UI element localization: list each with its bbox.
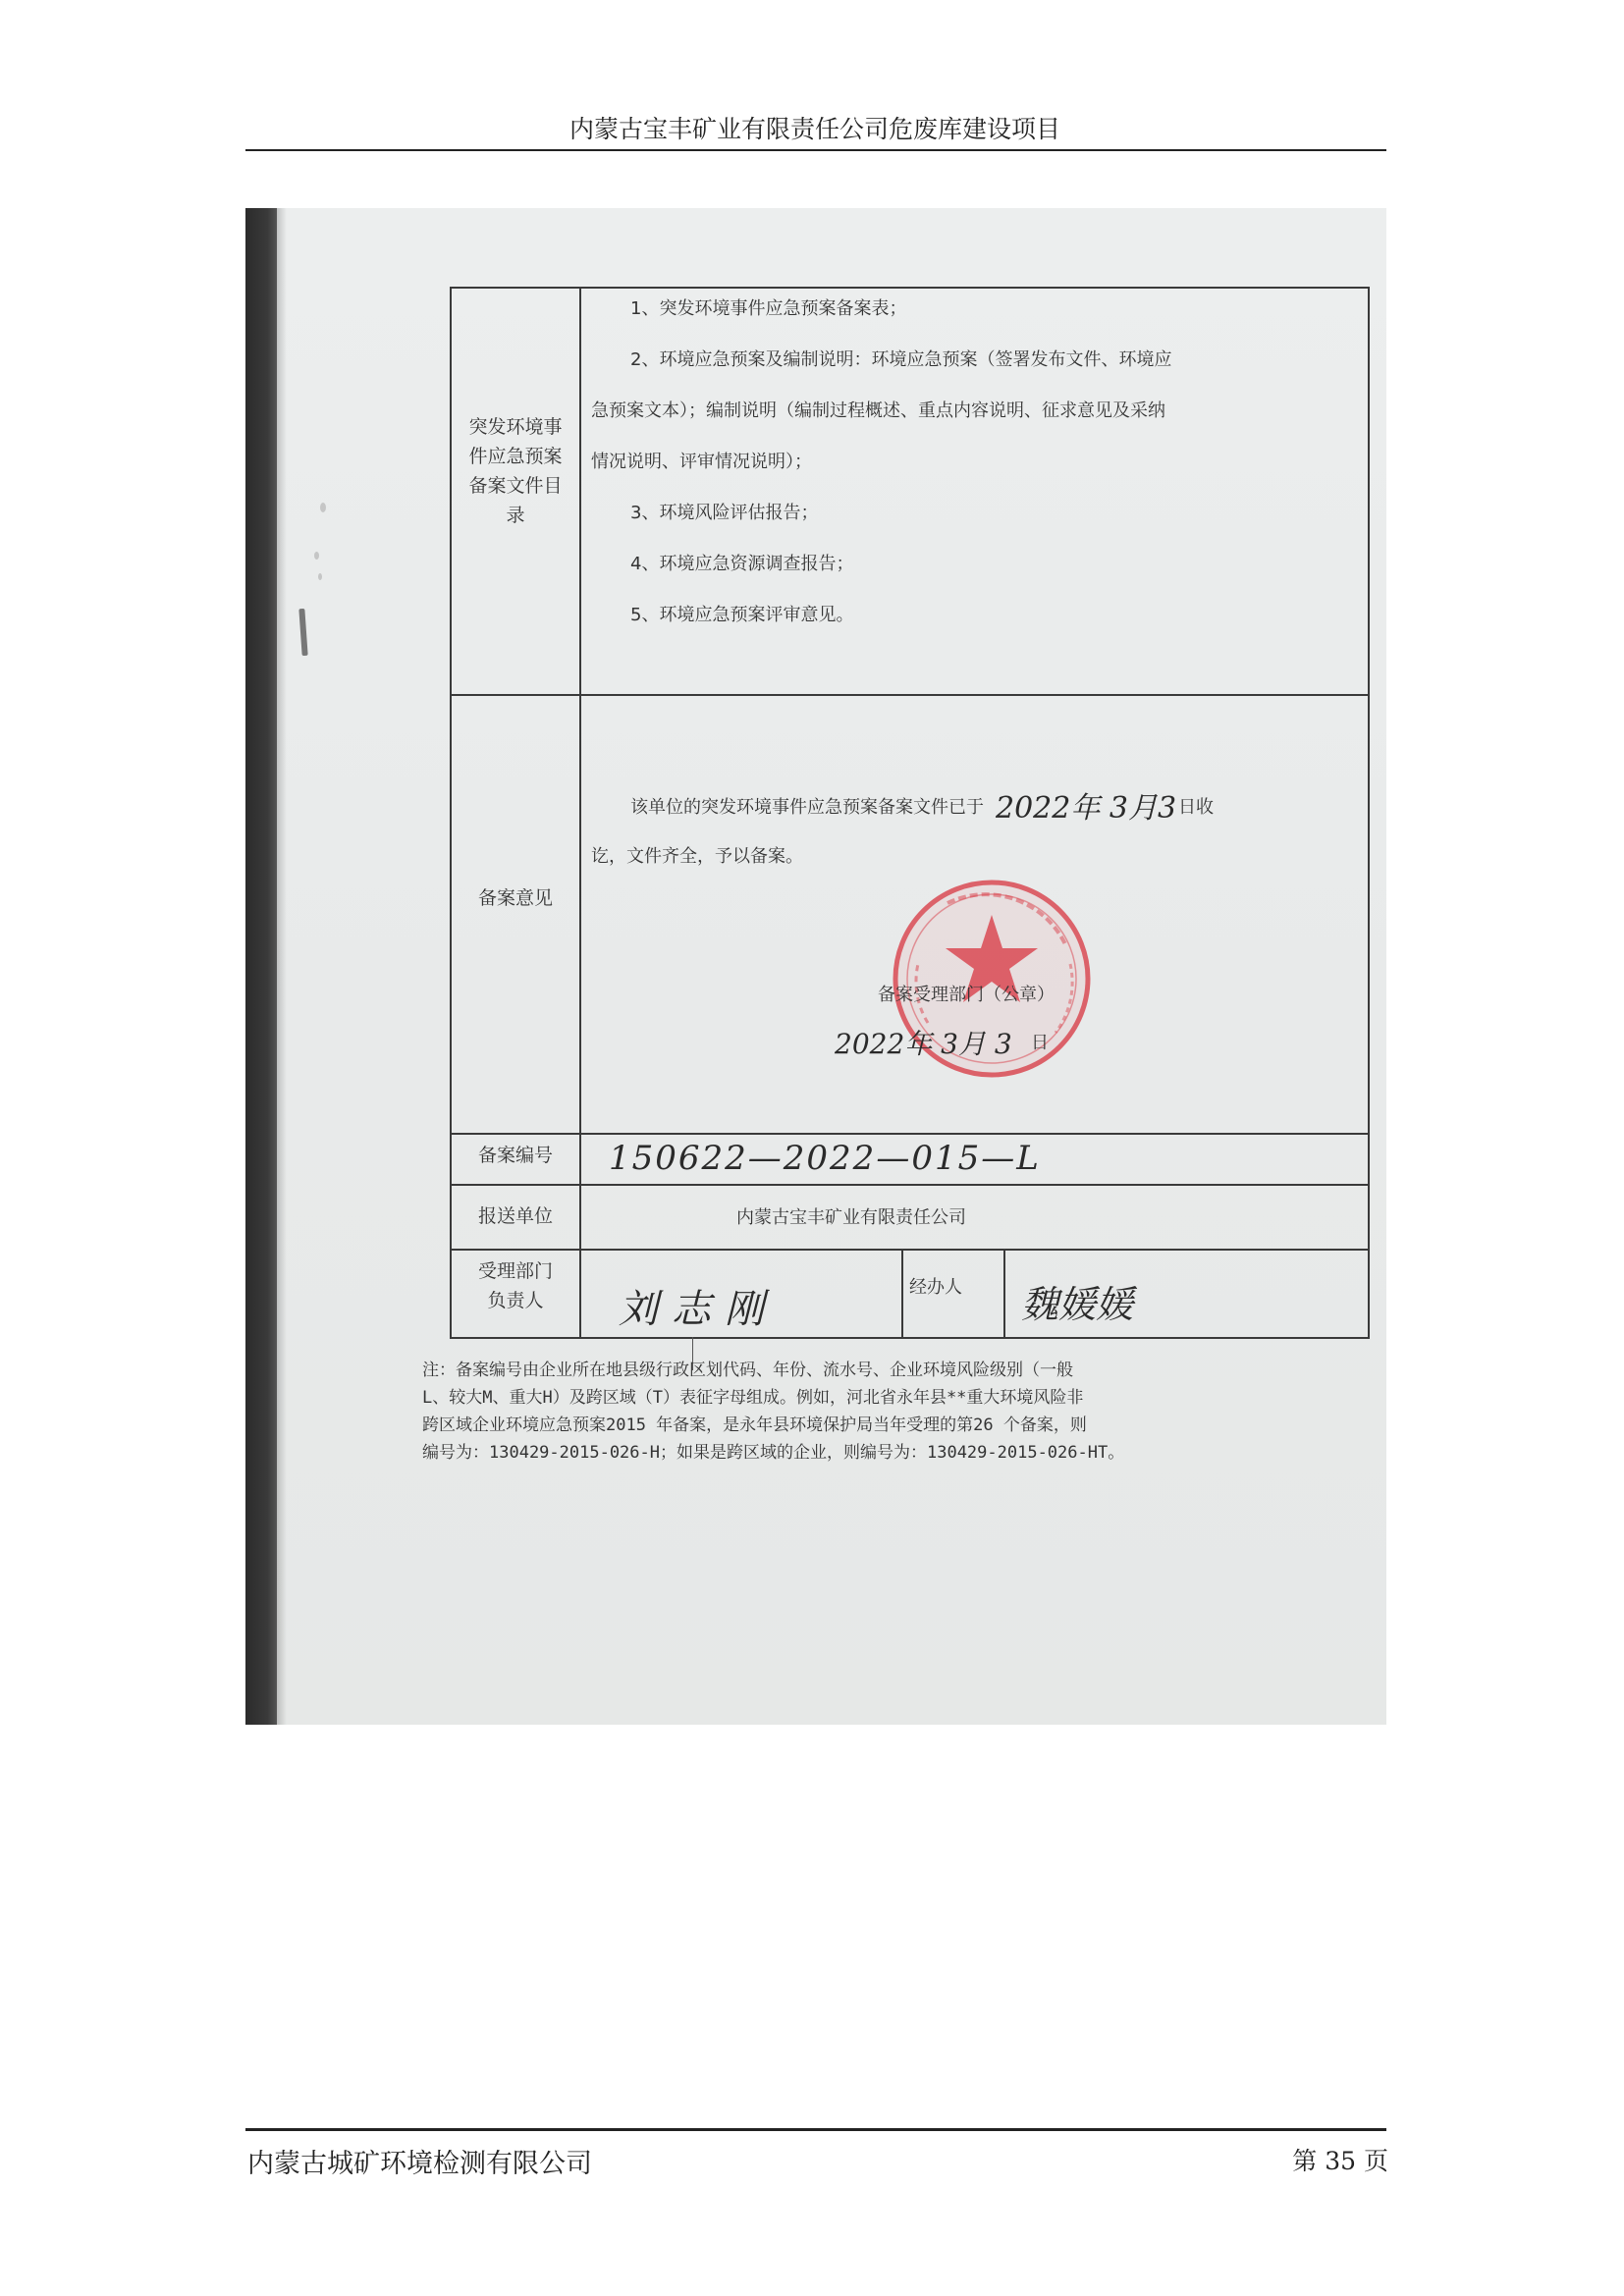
scanned-form-photo [245,208,1386,1725]
note-line: 编号为：130429-2015-026-H；如果是跨区域的企业，则编号为：130429-2015-026-HT。 [422,1443,1125,1463]
handler-label: 经办人 [909,1277,962,1298]
handwritten-filing-number: 150622—2022—015—L [609,1139,1041,1178]
file-list-item: 4、环境应急资源调查报告； [630,554,854,574]
file-list-item: 情况说明、评审情况说明）； [591,452,812,472]
label-line: 备案文件目 [468,475,563,497]
filing-number-label: 备案编号 [477,1145,553,1166]
footer-company-name: 内蒙古城矿环境检测有限公司 [247,2149,592,2179]
department-head-label [454,1256,577,1315]
filing-opinion-sentence [630,793,984,819]
table-rule [1368,287,1370,1339]
label-line: 件应急预案 [468,446,563,467]
header-divider [245,149,1386,151]
table-rule [450,287,452,1339]
file-list-item: 1、突发环境事件应急预案备案表； [630,298,907,319]
note-line: 注：备案编号由企业所在地县级行政区划代码、年份、流水号、企业环境风险级别（一般 [422,1361,1073,1380]
file-list-item: 5、环境应急预案评审意见。 [630,605,854,625]
table-rule [450,694,1370,696]
footer-divider [245,2128,1386,2131]
submitting-unit-value: 内蒙古宝丰矿业有限责任公司 [736,1207,966,1228]
department-head-signature: 刘志刚 [619,1287,778,1332]
filing-number-note [422,1357,1227,1467]
table-rule [579,287,581,1339]
footer-page-number: 第 35 页 [1292,2147,1388,2175]
handwritten-sign-date: 2022年 3月 3 [835,1028,1012,1060]
submitting-unit-label: 报送单位 [477,1205,553,1227]
table-rule [450,1337,1370,1339]
table-rule [1003,1249,1005,1339]
filing-form-table [245,208,1386,1725]
sentence-prefix: 该单位的突发环境事件应急预案备案文件已于 [630,797,984,818]
label-line: 受理部门 [477,1260,553,1282]
filing-opinion-line2: 讫，文件齐全，予以备案。 [591,846,803,867]
file-list-item: 急预案文本）；编制说明（编制过程概述、重点内容说明、征求意见及采纳 [591,400,1165,421]
label-line: 录 [506,505,525,526]
table-rule [450,1133,1370,1135]
note-line: L、较大M、重大H）及跨区域（T）表征字母组成。例如，河北省永年县**重大环境风险非 [422,1388,1084,1408]
table-rule [901,1249,903,1339]
note-line: 跨区域企业环境应急预案2015 年备案，是永年县环境保护局当年受理的第26 个备案，则 [422,1415,1087,1435]
file-list-item: 3、环境风险评估报告； [630,503,819,523]
table-rule [450,1184,1370,1186]
label-line: 负责人 [487,1290,544,1311]
table-rule [452,287,1370,289]
file-list-item: 2、环境应急预案及编制说明：环境应急预案（签署发布文件、环境应 [630,349,1172,370]
filing-department-seal-label: 备案受理部门（公章） [878,985,1055,1005]
page-header-title: 内蒙古宝丰矿业有限责任公司危废库建设项目 [568,115,1060,143]
sign-day-label: 日 [1031,1033,1049,1053]
table-rule [450,1249,1370,1251]
handler-signature: 魏媛媛 [1021,1283,1134,1326]
handwritten-receipt-date: 2022年 3月3 [996,791,1177,826]
label-line: 突发环境事 [468,416,563,438]
filing-opinion-label: 备案意见 [477,887,553,909]
sentence-suffix: 日收 [1178,797,1214,818]
file-list-label [454,412,577,530]
